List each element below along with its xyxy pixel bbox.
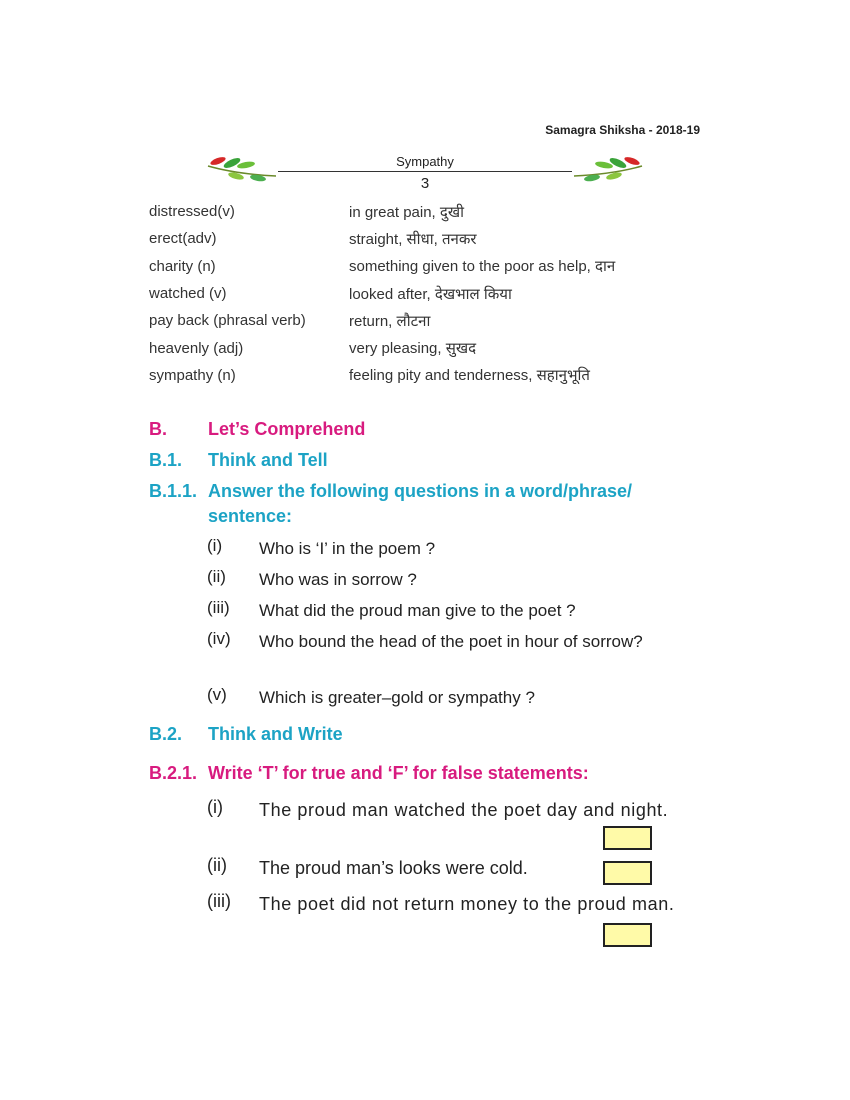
question-text: Who bound the head of the poet in hour of sorrow? [259,632,643,651]
question-text: What did the proud man give to the poet ? [259,601,576,620]
answer-box[interactable] [603,826,652,850]
glossary-row [149,362,669,389]
glossary-meaning: in great pain, दुखी [349,203,465,221]
question-number: (iii) [207,598,230,617]
question-item [207,567,687,598]
banner-rule [278,171,572,172]
glossary-term: watched (v) [149,285,227,303]
question-item [207,685,687,716]
question-number: (ii) [207,567,226,586]
section-number: B.1.1. [149,481,198,501]
section-number: B.2. [149,724,183,744]
header-source: Samagra Shiksha - 2018-19 [545,123,700,137]
section-title: Write ‘T’ for true and ‘F’ for false statements: [208,763,589,783]
glossary-meaning: something given to the poor as help, दान [349,258,616,276]
answer-box[interactable] [603,923,652,947]
chapter-number: 3 [420,175,430,192]
statement-text: The proud man’s looks were cold. [259,858,528,878]
question-item [207,629,687,685]
glossary-meaning: feeling pity and tenderness, सहानुभूति [349,367,590,385]
glossary-meaning: straight, सीधा, तनकर [349,230,477,248]
statement-text: The poet did not return money to the proud man. [259,894,675,914]
glossary-meaning: looked after, देखभाल किया [349,285,512,303]
question-item [207,536,687,567]
glossary-row [149,334,669,361]
glossary-term: charity (n) [149,257,216,275]
question-number: (iv) [207,629,231,648]
section-title-line1: Answer the following questions in a word/phrase/ [208,481,633,501]
section-heading-b21 [149,763,589,784]
section-title: Think and Tell [208,450,328,470]
glossary-row [149,225,669,252]
section-title: Let’s Comprehend [208,419,366,439]
question-item [207,598,687,629]
leaf-branch-icon [572,152,644,182]
section-title: Think and Write [208,724,343,744]
question-list [207,536,687,716]
glossary-term: pay back (phrasal verb) [149,312,306,330]
glossary-row [149,198,669,225]
glossary-row [149,280,669,307]
chapter-title: Sympathy [396,154,454,169]
question-number: (i) [207,536,223,555]
section-title-line2: sentence: [208,506,293,526]
glossary-term: erect(adv) [149,230,217,248]
section-number: B.2.1. [149,763,198,783]
glossary-row [149,307,669,334]
chapter-banner [200,150,650,192]
question-text: Who is ‘I’ in the poem ? [259,539,436,558]
section-heading-b11 [149,481,709,502]
glossary-meaning: return, लौटना [349,312,431,330]
glossary-term: sympathy (n) [149,366,236,384]
question-text: Who was in sorrow ? [259,570,417,589]
section-number: B.1. [149,450,183,470]
question-number: (v) [207,685,227,704]
statement-number: (iii) [207,891,231,911]
glossary-row [149,253,669,280]
glossary-meaning: very pleasing, सुखद [349,340,477,358]
section-heading-b1 [149,450,328,471]
section-heading-b [149,419,365,440]
glossary-list [149,198,669,389]
glossary-term: heavenly (adj) [149,339,244,357]
glossary-term: distressed(v) [149,203,235,221]
answer-box[interactable] [603,861,652,885]
statement-number: (ii) [207,855,227,875]
statement-text: The proud man watched the poet day and night. [259,800,669,820]
section-number: B. [149,419,167,439]
question-text: Which is greater–gold or sympathy ? [259,688,535,707]
statement-number: (i) [207,797,223,817]
section-heading-b2 [149,724,343,745]
